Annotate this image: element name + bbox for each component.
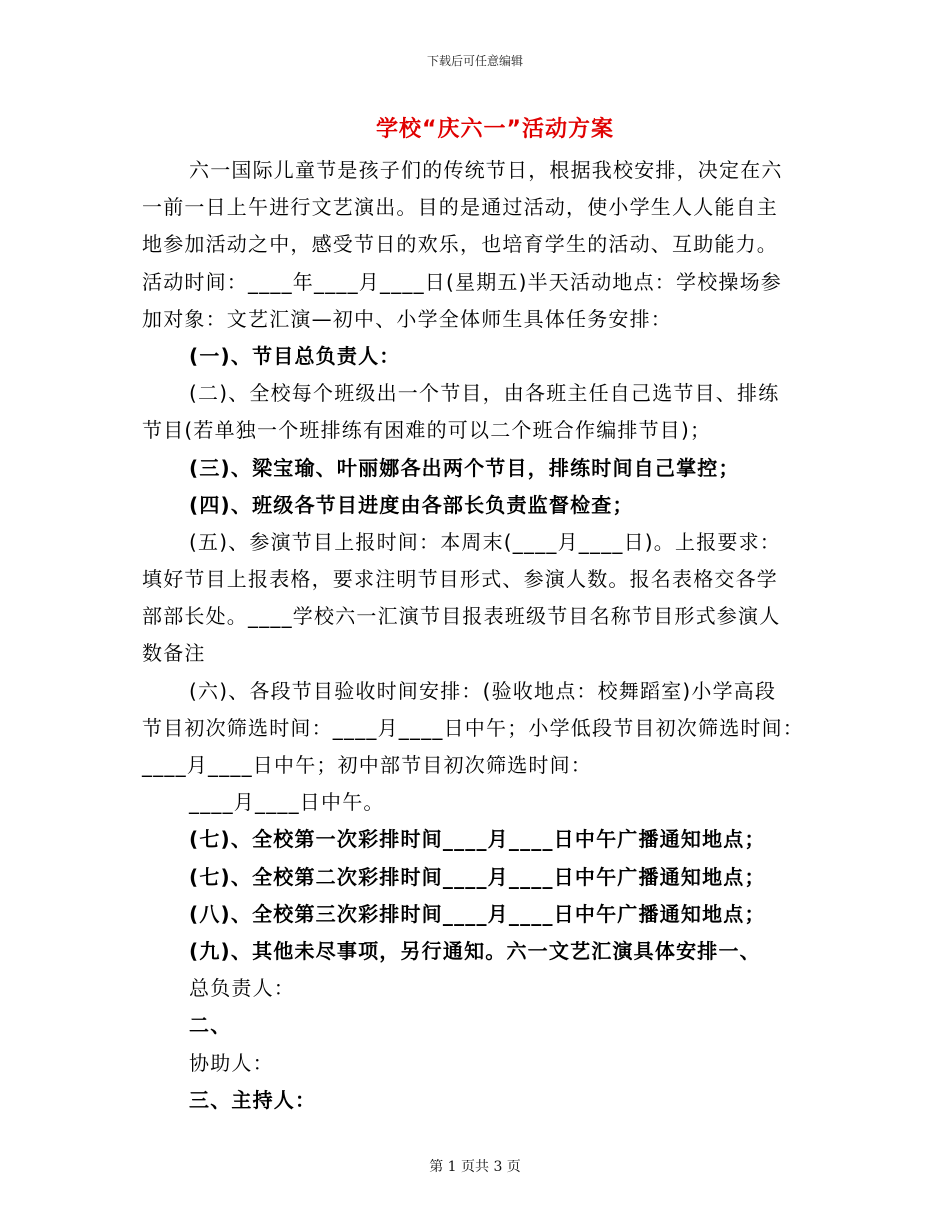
paragraph-line: 节目(若单独一个班排练有困难的可以二个班合作编排节目)； (142, 418, 712, 443)
paragraph-line: 数备注 (142, 641, 206, 666)
section-heading: (一)、节目总负责人： (189, 343, 401, 368)
section-heading: (八)、全校第三次彩排时间____月____日中午广播通知地点； (189, 901, 766, 926)
paragraph-line: 一前一日上午进行文艺演出。目的是通过活动，使小学生人人能自主 (142, 195, 778, 220)
page-footer-number: 第 1 页共 3 页 (429, 1159, 521, 1175)
section-heading: 二、 (189, 1013, 232, 1038)
paragraph-line: 节目初次筛选时间：____月____日中午；小学低段节目初次筛选时间： (142, 715, 804, 740)
section-heading: (七)、全校第一次彩排时间____月____日中午广播通知地点； (189, 827, 766, 852)
paragraph-line: 填好节目上报表格，要求注明节目形式、参演人数。报名表格交各学 (142, 567, 778, 592)
document-body (142, 152, 802, 1119)
paragraph-line: 协助人： (189, 1050, 274, 1075)
document-title: 学校“庆六一”活动方案 (376, 117, 614, 142)
paragraph-line: 总负责人： (189, 976, 295, 1001)
paragraph-line: (五)、参演节目上报时间：本周末(____月____日)。上报要求： (189, 529, 782, 554)
page-header-note: 下载后可任意编辑 (426, 54, 523, 68)
paragraph-line: ____月____日中午。 (189, 790, 385, 815)
section-heading: (九)、其他未尽事项，另行通知。六一文艺汇演具体安排一、 (189, 938, 761, 963)
paragraph-line: (二)、全校每个班级出一个节目，由各班主任自己选节目、排练 (189, 381, 780, 406)
paragraph-line: 加对象：文艺汇演—初中、小学全体师生具体任务安排： (142, 306, 672, 331)
section-heading: (四)、班级各节目进度由各部长负责监督检查； (189, 492, 634, 517)
paragraph-line: 地参加活动之中，感受节日的欢乐，也培育学生的活动、互助能力。 (142, 232, 778, 257)
paragraph-line: 六一国际儿童节是孩子们的传统节日，根据我校安排，决定在六 (189, 158, 783, 182)
section-heading: (七)、全校第二次彩排时间____月____日中午广播通知地点； (189, 864, 766, 889)
paragraph-line: 部部长处。____学校六一汇演节目报表班级节目名称节目形式参演人 (142, 604, 781, 629)
paragraph-line: 活动时间：____年____月____日(星期五)半天活动地点：学校操场参 (142, 269, 783, 294)
section-heading: 三、主持人： (189, 1087, 317, 1112)
paragraph-line: ____月____日中午；初中部节目初次筛选时间： (142, 753, 592, 777)
paragraph-line: (六)、各段节目验收时间安排：(验收地点：校舞蹈室)小学高段 (189, 678, 777, 703)
section-heading: (三)、梁宝瑜、叶丽娜各出两个节目，排练时间自己掌控； (189, 455, 740, 480)
